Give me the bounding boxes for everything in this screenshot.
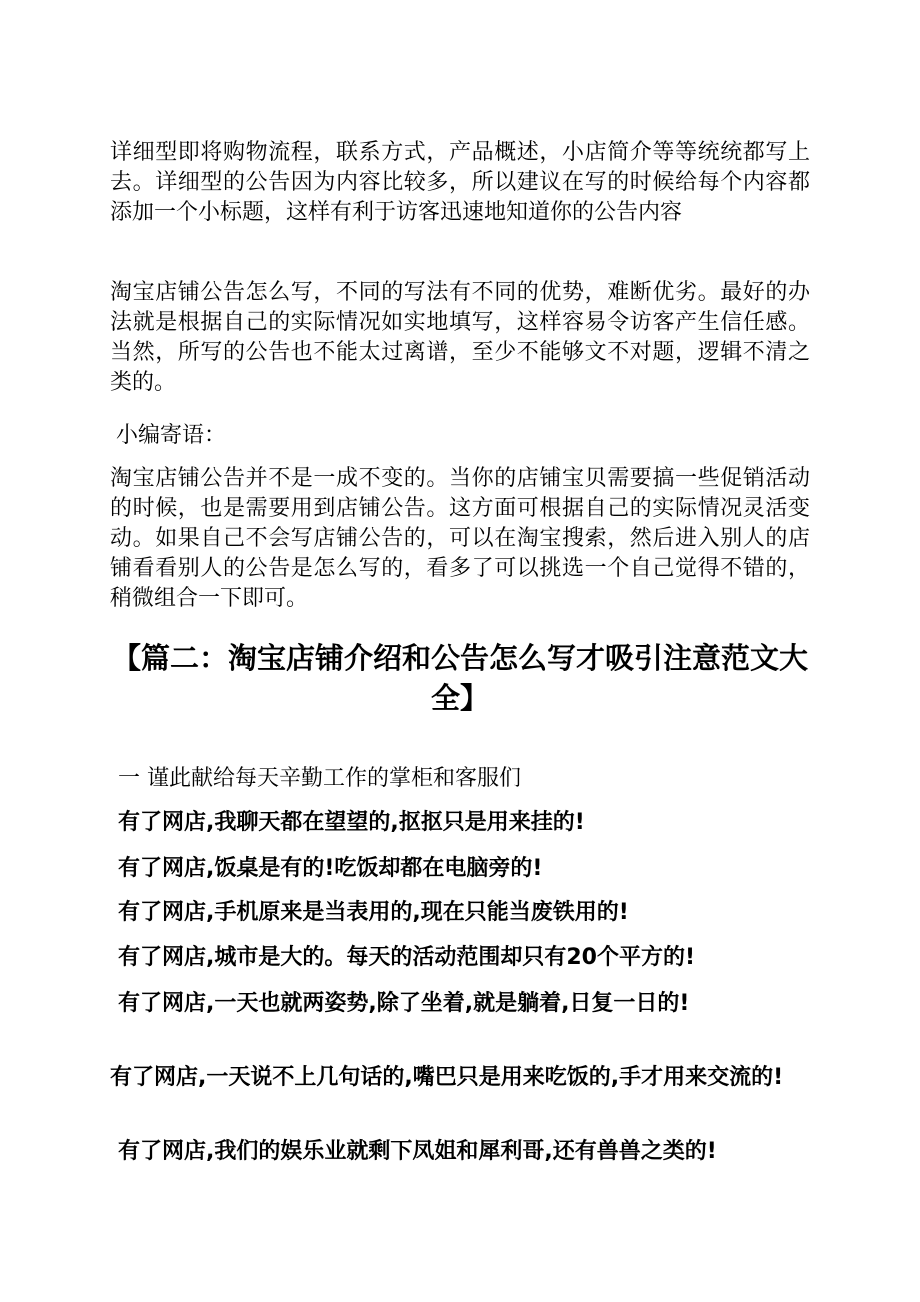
poem-line: 有了网店,我们的娱乐业就剩下凤姐和犀利哥,还有兽兽之类的!: [118, 1139, 717, 1164]
paragraph-editor-note: 淘宝店铺公告并不是一成不变的。当你的店铺宝贝需要搞一些促销活动的时候，也是需要用到店铺公告。这方面可根据自己的实际情况灵活变动。如果自己不会写店铺公告的，可以在淘宝搜索，然后进入别人的店铺看看别人的公告是怎么写的，看多了可以挑选一个自己觉得不错的，稍微组合一下即可。: [110, 466, 810, 611]
poem-line: 有了网店,我聊天都在望望的,抠抠只是用来挂的!: [118, 810, 585, 835]
poem-line: 有了网店,一天说不上几句话的,嘴巴只是用来吃饭的,手才用来交流的!: [110, 1065, 784, 1090]
paragraph-detailed-type: 详细型即将购物流程，联系方式，产品概述，小店简介等等统统都写上去。详细型的公告因为内容比较多，所以建议在写的时候给每个内容都添加一个小标题，这样有利于访客迅速地知道你的公告内容: [110, 140, 810, 225]
section-title: 【篇二：淘宝店铺介绍和公告怎么写才吸引注意范文大全】: [111, 641, 808, 715]
poem-line: 有了网店,一天也就两姿势,除了坐着,就是躺着,日复一日的!: [118, 991, 690, 1016]
poem-line: 有了网店,城市是大的。每天的活动范围却只有20个平方的!: [118, 945, 696, 970]
poem-line: 有了网店,手机原来是当表用的,现在只能当废铁用的!: [118, 900, 629, 925]
poem-heading: 一 谨此献给每天辛勤工作的掌柜和客服们: [118, 766, 521, 791]
paragraph-how-to-write: 淘宝店铺公告怎么写，不同的写法有不同的优势，难断优劣。最好的办法就是根据自己的实际情况如实地填写，这样容易令访客产生信任感。当然，所写的公告也不能太过离谱，至少不能够文不对题，逻辑不清之类的。: [110, 280, 810, 395]
editor-note-label: 小编寄语：: [116, 423, 227, 448]
poem-line: 有了网店,饭桌是有的!吃饭却都在电脑旁的!: [118, 856, 543, 881]
